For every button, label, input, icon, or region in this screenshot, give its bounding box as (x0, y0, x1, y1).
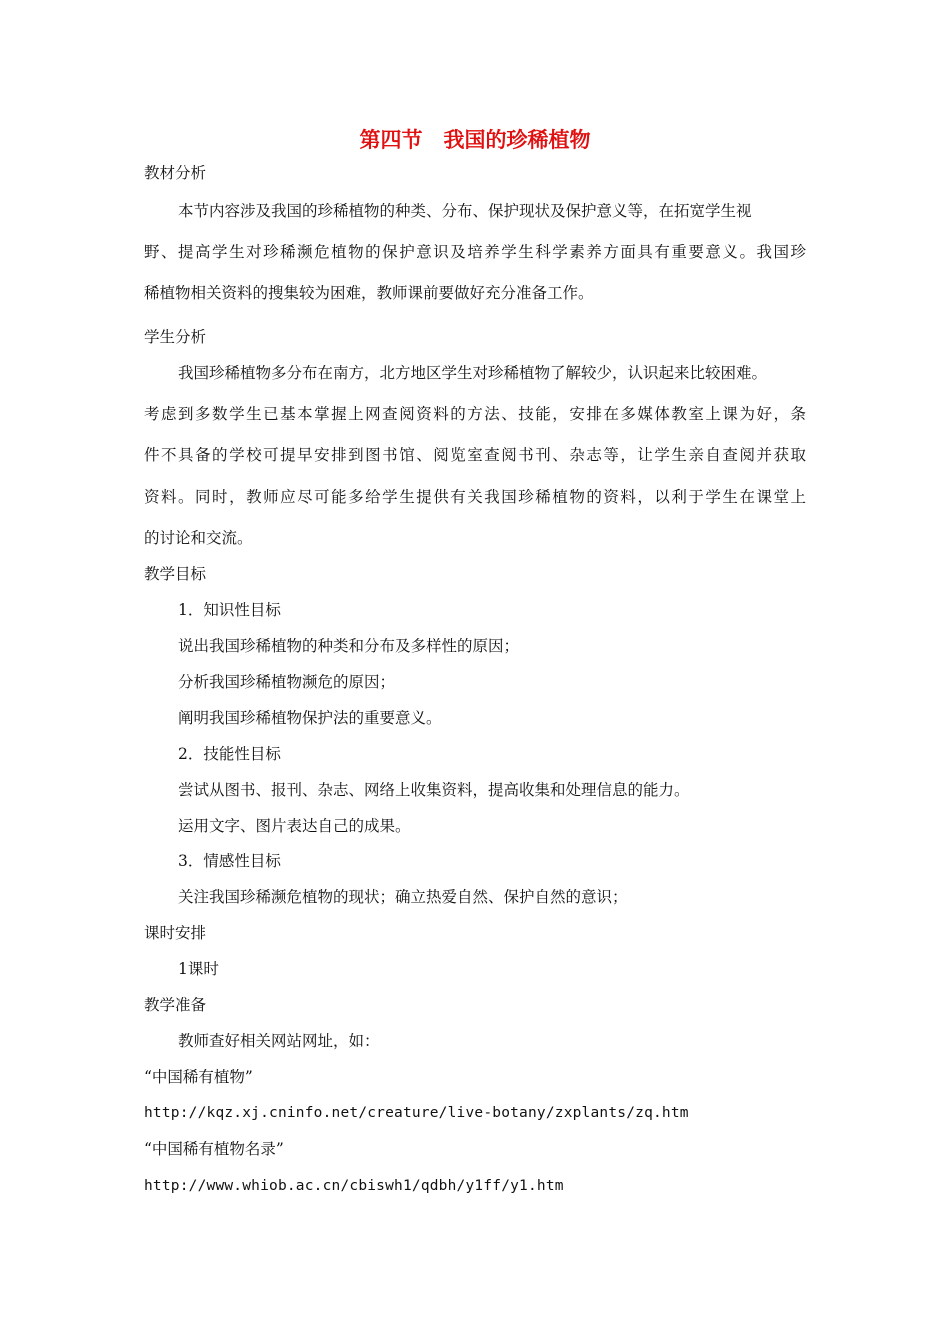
section-heading-teaching-goals: 教学目标 (144, 565, 207, 583)
paragraph-line: 的讨论和交流。 (144, 529, 253, 547)
paragraph-line: 件不具备的学校可提早安排到图书馆、阅览室查阅书刊、杂志等，让学生亲自查阅并获取 (144, 446, 806, 464)
list-item: 尝试从图书、报刊、杂志、网络上收集资料，提高收集和处理信息的能力。 (178, 781, 690, 799)
section-heading-textbook-analysis: 教材分析 (144, 164, 207, 182)
link-name: “中国稀有植物名录” (144, 1140, 284, 1158)
list-item: 阐明我国珍稀植物保护法的重要意义。 (178, 709, 442, 727)
subheading-emotion-goals: 3．情感性目标 (178, 852, 281, 870)
section-heading-schedule: 课时安排 (144, 924, 207, 942)
page-title: 第四节 我国的珍稀植物 (359, 128, 591, 152)
paragraph-line: 本节内容涉及我国的珍稀植物的种类、分布、保护现状及保护意义等，在拓宽学生视 (178, 202, 752, 220)
subheading-skill-goals: 2．技能性目标 (178, 745, 281, 763)
paragraph-line: 资料。同时，教师应尽可能多给学生提供有关我国珍稀植物的资料，以利于学生在课堂上 (144, 488, 806, 506)
link-name: “中国稀有植物” (144, 1068, 253, 1086)
link-url[interactable]: http://www.whiob.ac.cn/cbiswh1/qdbh/y1ff/y1.htm (144, 1178, 564, 1194)
paragraph-line: 考虑到多数学生已基本掌握上网查阅资料的方法、技能，安排在多媒体教室上课为好，条 (144, 405, 806, 423)
preparation-intro: 教师查好相关网站网址，如： (178, 1032, 380, 1050)
list-item: 运用文字、图片表达自己的成果。 (178, 817, 411, 835)
schedule-value: 1课时 (178, 960, 219, 978)
paragraph-line: 我国珍稀植物多分布在南方，北方地区学生对珍稀植物了解较少，认识起来比较困难。 (178, 364, 768, 382)
section-heading-preparation: 教学准备 (144, 996, 207, 1014)
link-url[interactable]: http://kqz.xj.cninfo.net/creature/live-botany/zxplants/zq.htm (144, 1105, 689, 1121)
section-heading-student-analysis: 学生分析 (144, 328, 207, 346)
paragraph-line: 野、提高学生对珍稀濒危植物的保护意识及培养学生科学素养方面具有重要意义。我国珍 (144, 243, 806, 261)
list-item: 说出我国珍稀植物的种类和分布及多样性的原因； (178, 637, 520, 655)
list-item: 分析我国珍稀植物濒危的原因； (178, 673, 396, 691)
list-item: 关注我国珍稀濒危植物的现状；确立热爱自然、保护自然的意识； (178, 888, 628, 906)
subheading-knowledge-goals: 1．知识性目标 (178, 601, 281, 619)
paragraph-line: 稀植物相关资料的搜集较为困难，教师课前要做好充分准备工作。 (144, 284, 594, 302)
